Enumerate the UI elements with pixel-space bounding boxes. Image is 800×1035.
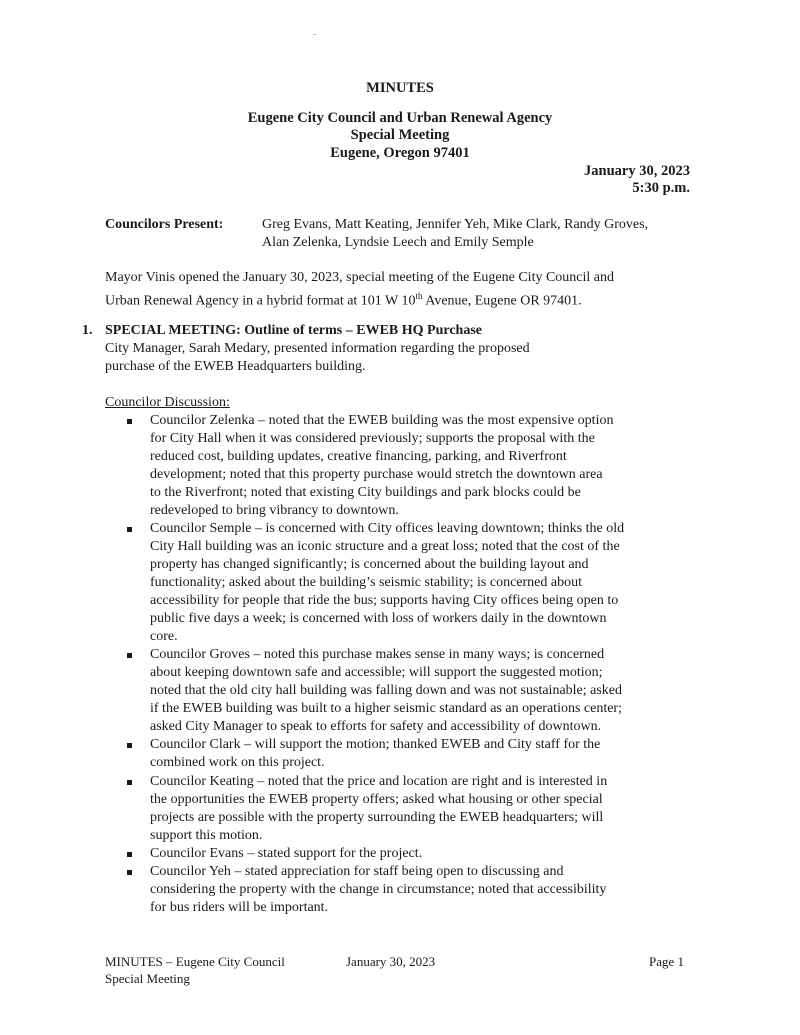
bullet-marker bbox=[127, 743, 132, 748]
bullet-marker bbox=[127, 419, 132, 424]
discussion-label: Councilor Discussion: bbox=[105, 395, 230, 410]
councilors-names-2: Alan Zelenka, Lyndsie Leech and Emily Semple bbox=[262, 235, 534, 250]
bullet-marker bbox=[127, 527, 132, 532]
footer-date: January 30, 2023 bbox=[346, 954, 436, 969]
item-heading: SPECIAL MEETING: Outline of terms – EWEB HQ Purchase bbox=[105, 323, 482, 338]
footer-left-2: Special Meeting bbox=[105, 971, 190, 986]
bullet-marker bbox=[127, 870, 132, 875]
bullet-text-line: Councilor Semple – is concerned with City offices leaving downtown; thinks the old bbox=[150, 520, 625, 536]
bullet-text-line: redeveloped to bring vibrancy to downtown. bbox=[150, 502, 399, 518]
opening-line-2: Urban Renewal Agency in a hybrid format at 101 W 10th Avenue, Eugene OR 97401. bbox=[105, 291, 582, 309]
bullet-text-line: reduced cost, building updates, creative financing, parking, and Riverfront bbox=[150, 448, 567, 464]
footer-left-1: MINUTES – Eugene City Council bbox=[105, 954, 285, 969]
meeting-time: 5:30 p.m. bbox=[632, 180, 690, 196]
bullet-text-line: asked City Manager to speak to efforts for safety and accessibility of downtown. bbox=[150, 719, 602, 735]
opening-line-1: Mayor Vinis opened the January 30, 2023, special meeting of the Eugene City Council and bbox=[105, 270, 615, 285]
bullet-text-line: for bus riders will be important. bbox=[150, 899, 329, 915]
bullet-text-line: Councilor Groves – noted this purchase makes sense in many ways; is concerned bbox=[150, 647, 605, 663]
bullet-text-line: considering the property with the change in circumstance; noted that accessibility bbox=[150, 881, 607, 897]
councilors-names-1: Greg Evans, Matt Keating, Jennifer Yeh, Mike Clark, Randy Groves, bbox=[262, 217, 649, 232]
bullet-marker bbox=[127, 852, 132, 857]
meeting-location: Eugene, Oregon 97401 bbox=[330, 145, 470, 161]
bullet-text-line: public five days a week; is concerned with loss of workers daily in the downtown bbox=[150, 611, 607, 627]
bullet-text-line: Councilor Keating – noted that the price and location are right and is interested in bbox=[150, 773, 608, 789]
item-number: 1. bbox=[82, 323, 93, 338]
councilors-label: Councilors Present: bbox=[105, 217, 224, 232]
bullet-text-line: functionality; asked about the building’s seismic stability; is concerned about bbox=[150, 574, 582, 590]
bullet-text-line: development; noted that this property purchase would stretch the downtown area bbox=[150, 466, 603, 482]
bullet-text-line: City Hall building was an iconic structure and a great loss; noted that the cost of the bbox=[150, 538, 620, 554]
bullet-text-line: Councilor Clark – will support the motion; thanked EWEB and City staff for the bbox=[150, 737, 601, 753]
item-intro-1: City Manager, Sarah Medary, presented information regarding the proposed bbox=[105, 341, 530, 356]
bullet-text-line: for City Hall when it was considered previously; supports the proposal with the bbox=[150, 430, 595, 446]
bullet-text-line: combined work on this project. bbox=[150, 755, 325, 771]
bullet-text-line: to the Riverfront; noted that existing City buildings and park blocks could be bbox=[150, 484, 581, 500]
item-intro-2: purchase of the EWEB Headquarters building. bbox=[105, 359, 366, 374]
bullet-marker bbox=[127, 780, 132, 785]
page-title: MINUTES bbox=[366, 80, 434, 96]
bullet-text-line: projects are possible with the property surrounding the EWEB headquarters; will bbox=[150, 809, 604, 825]
meeting-date: January 30, 2023 bbox=[584, 163, 690, 179]
bullet-text-line: about keeping downtown safe and accessible; will support the suggested motion; bbox=[150, 665, 603, 681]
bullet-text-line: the opportunities the EWEB property offers; asked what housing or other special bbox=[150, 791, 603, 807]
bullet-text-line: if the EWEB building was built to a higher seismic standard as an operations center; bbox=[150, 701, 622, 717]
bullet-text-line: Councilor Evans – stated support for the project. bbox=[150, 845, 423, 861]
meeting-type: Special Meeting bbox=[350, 127, 450, 143]
bullet-text-line: Councilor Zelenka – noted that the EWEB building was the most expensive option bbox=[150, 412, 614, 428]
footer-page: Page 1 bbox=[649, 954, 685, 969]
scan-mark bbox=[313, 34, 316, 35]
bullet-text-line: accessibility for people that ride the bus; supports having City offices being open to bbox=[150, 593, 619, 608]
bullet-text-line: Councilor Yeh – stated appreciation for staff being open to discussing and bbox=[150, 863, 564, 879]
bullet-text-line: core. bbox=[150, 629, 178, 645]
bullet-text-line: property has changed significantly; is concerned about the building layout and bbox=[150, 556, 589, 572]
council-name: Eugene City Council and Urban Renewal Agency bbox=[247, 110, 553, 126]
bullet-marker bbox=[127, 653, 132, 658]
bullet-text-line: support this motion. bbox=[150, 827, 263, 843]
bullet-text-line: noted that the old city hall building was falling down and was not sustainable; asked bbox=[150, 683, 623, 699]
